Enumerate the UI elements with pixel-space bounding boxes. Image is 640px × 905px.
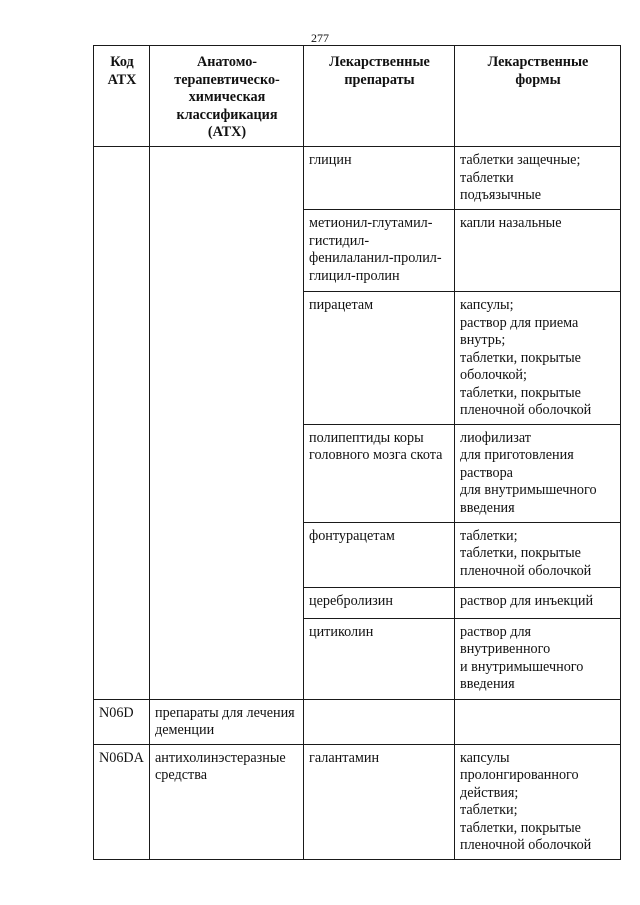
empty-classification-cell [150,147,304,700]
dosage-forms: капсулы; раствор для приема внутрь; таблетки, покрытые оболочкой; таблетки, покрытые пленочной оболочкой [455,292,621,425]
header-drugs: Лекарственные препараты [304,46,455,147]
drug-name: цитиколин [304,618,455,699]
table-row [94,699,621,744]
table-row [94,744,621,859]
atx-classification: антихолинэстеразные средства [150,744,304,859]
dosage-forms [455,699,621,744]
drug-name: фонтурацетам [304,522,455,587]
atx-drug-table [93,45,621,860]
header-atx-code: Код АТХ [94,46,150,147]
table-row [94,147,621,210]
dosage-forms: раствор для внутривенного и внутримышечного введения [455,618,621,699]
page-number: 277 [311,31,329,45]
drug-name: глицин [304,147,455,210]
atx-code: N06D [94,699,150,744]
header-dosage-forms: Лекарственные формы [455,46,621,147]
drug-name: церебролизин [304,587,455,618]
dosage-forms: лиофилизат для приготовления раствора для внутримышечного введения [455,424,621,522]
atx-code: N06DA [94,744,150,859]
header-atx-classification: Анатомо- терапевтическо- химическая классификация (АТХ) [150,46,304,147]
drug-name: пирацетам [304,292,455,425]
dosage-forms: таблетки защечные; таблетки подъязычные [455,147,621,210]
dosage-forms: капсулы пролонгированного действия; таблетки; таблетки, покрытые пленочной оболочкой [455,744,621,859]
empty-code-cell [94,147,150,700]
dosage-forms: капли назальные [455,210,621,292]
drug-name: метионил-глутамил- гистидил- фенилаланил-пролил- глицил-пролин [304,210,455,292]
dosage-forms: таблетки; таблетки, покрытые пленочной оболочкой [455,522,621,587]
dosage-forms: раствор для инъекций [455,587,621,618]
atx-classification: препараты для лечения деменции [150,699,304,744]
drug-name: полипептиды коры головного мозга скота [304,424,455,522]
drug-name [304,699,455,744]
table-header-row [94,46,621,147]
drug-name: галантамин [304,744,455,859]
